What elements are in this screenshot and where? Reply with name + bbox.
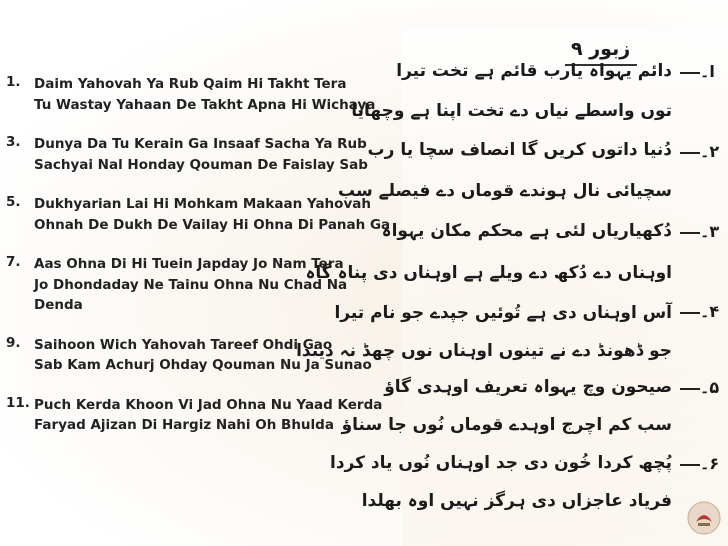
verse-line: Dunya Da Tu Kerain Ga Insaaf Sacha Ya Rub <box>34 136 367 152</box>
urdu-line: سب کم اچرج اوہدے قوماں نُوں جا سناؤ <box>341 415 672 435</box>
verse-number: 1. <box>6 74 21 90</box>
urdu-line: سچیائی نال ہوندے قوماں دے فیصلے سب <box>337 181 672 201</box>
verse-line: Tu Wastay Yahaan De Takht Apna Hi Wichaya <box>34 96 376 113</box>
urdu-verse-marker: ۳۔ <box>676 222 719 241</box>
verse-line: Aas Ohna Di Hi Tuein Japday Jo Nam Tera <box>34 256 344 272</box>
verse-item <box>0 134 400 175</box>
verse-number: 7. <box>6 254 21 270</box>
verse-line: Puch Kerda Khoon Vi Jad Ohna Nu Yaad Kerda <box>34 396 383 413</box>
urdu-verse-marker: ۲۔ <box>676 142 719 161</box>
urdu-line: پُچھ کردا خُون دی جد اوہناں نُوں یاد کردا <box>330 453 672 473</box>
verse-line: Ohnah De Dukh De Vailay Hi Ohna Di Panah Ga <box>34 216 391 233</box>
urdu-verse-marker: ۵۔ <box>676 378 719 397</box>
verse-list <box>0 74 400 436</box>
verse-line: Faryad Ajizan Di Hargiz Nahi Oh Bhulda <box>34 417 334 433</box>
urdu-verse-marker: ۴۔ <box>676 302 719 321</box>
urdu-line: دُکھیاریاں لئی ہے محکم مکان یہواہ <box>381 221 672 241</box>
urdu-line: اوہناں دے دُکھ دے ویلے ہے اوہناں دی پناہ گاہ <box>305 263 672 283</box>
urdu-line: دائم یہواہ یارب قائم ہے تخت تیرا <box>396 61 672 81</box>
verse-line: Sachyai Nal Honday Qouman De Faislay Sab <box>34 156 368 173</box>
urdu-heading: زبور ۹ <box>571 38 631 60</box>
seal-logo-icon <box>686 500 722 536</box>
verse-number: 11. <box>6 394 30 411</box>
verse-number: 9. <box>6 334 21 351</box>
verse-line: Sab Kam Achurj Ohday Qouman Nu Ja Sunao <box>34 357 372 373</box>
verse-line: Dukhyarian Lai Hi Mohkam Makaan Yahovah <box>34 196 371 212</box>
urdu-line: جو ڈھونڈ دے نے تینوں اوہناں نوں چھڈ نہ دیندا <box>296 341 672 361</box>
urdu-line: آس اوہناں دی ہے تُوئیں جپدے جو نام تیرا <box>334 303 672 323</box>
urdu-line: دُنیا داتوں کریں گا انصاف سچا یا رب <box>367 140 672 160</box>
verse-number: 5. <box>6 194 21 210</box>
verse-item <box>0 395 400 436</box>
verse-line: Saihoon Wich Yahovah Tareef Ohdi Gao <box>34 336 333 353</box>
verse-line: Denda <box>34 297 83 313</box>
urdu-verse-marker: ۶۔ <box>676 454 719 473</box>
urdu-verse-marker: ا۔ <box>676 62 715 81</box>
urdu-line: صیحون وچ یہواہ تعریف اوہدی گاؤ <box>384 377 672 397</box>
verse-line: Jo Dhondaday Ne Tainu Ohna Nu Chad Na <box>34 276 348 293</box>
verse-number: 3. <box>6 134 21 150</box>
verse-line: Daim Yahovah Ya Rub Qaim Hi Takht Tera <box>34 76 347 92</box>
verse-item <box>0 74 400 115</box>
urdu-line: توں واسطے نیاں دے تخت اپنا ہے وچھایا <box>351 101 672 121</box>
urdu-line: فریاد عاجزاں دی ہرگز نہیں اوہ بھلدا <box>361 491 672 511</box>
